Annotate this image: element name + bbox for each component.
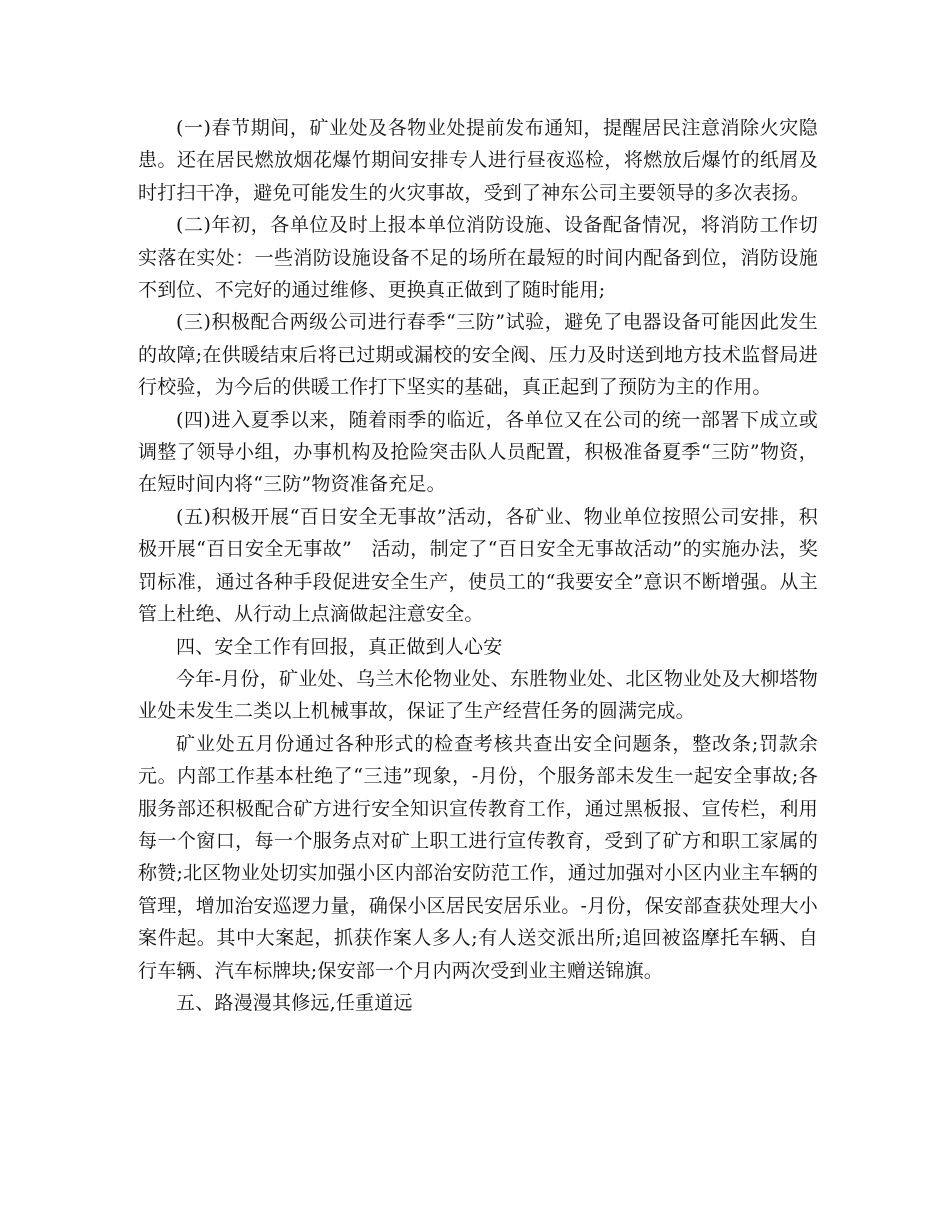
paragraph-summer: (四)进入夏季以来，随着雨季的临近，各单位又在公司的统一部署下成立或调整了领导小组，办事机构及抢险突击队人员配置，积极准备夏季“三防”物资，在短时间内将“三防”物资准备充足。 (138, 408, 818, 496)
paragraph-spring-festival: (一)春节期间，矿业处及各物业处提前发布通知，提醒居民注意消除火灾隐患。还在居民燃放烟花爆竹期间安排专人进行昼夜巡检，将燃放后爆竹的纸屑及时打扫干净，避免可能发生的火灾事故，受到了神东公司主要领导的多次表扬。 (138, 117, 818, 204)
section-heading-five: 五、路漫漫其修远,任重道远 (176, 991, 413, 1014)
paragraph-may-inspection: 矿业处五月份通过各种形式的检查考核共查出安全问题条，整改条;罚款余元。内部工作基本杜绝了“三违”现象，-月份，个服务部未发生一起安全事故;各服务部还积极配合矿方进行安全知识宣传教育工作，通过黑板报、宣传栏，利用每一个窗口，每一个服务点对矿上职工进行宣传教育，受到了矿方和职工家属的称赞;北区物业处切实加强小区内部治安防范工作，通过加强对小区内业主车辆的管理，增加治安巡逻力量，确保小区居民安居乐业。-月份，保安部查获处理大小案件起。其中大案起，抓获作案人多人;有人送交派出所;追回被盗摩托车辆、自行车辆、汽车标牌块;保安部一个月内两次受到业主赠送锦旗。 (138, 732, 818, 982)
paragraph-hundred-days: (五)积极开展“百日安全无事故”活动，各矿业、物业单位按照公司安排，积极开展“百日安全无事故” 活动，制定了“百日安全无事故活动”的实施办法，奖罚标准，通过各种手段促进安全生产，使员工的“我要安全”意识不断增强。从主管上杜绝、从行动上点滴做起注意安全。 (138, 505, 818, 626)
paragraph-this-year: 今年-月份，矿业处、乌兰木伦物业处、东胜物业处、北区物业处及大柳塔物业处未发生二类以上机械事故，保证了生产经营任务的圆满完成。 (138, 667, 818, 723)
paragraph-year-start: (二)年初，各单位及时上报本单位消防设施、设备配备情况，将消防工作切实落在实处：一些消防设施设备不足的场所在最短的时间内配备到位，消防设施不到位、不完好的通过维修、更换真正做到了随时能用; (138, 214, 818, 302)
section-heading-four: 四、安全工作有回报，真正做到人心安 (176, 635, 503, 658)
paragraph-spring-test: (三)积极配合两级公司进行春季“三防”试验，避免了电器设备可能因此发生的故障;在供暖结束后将已过期或漏校的安全阀、压力及时送到地方技术监督局进行校验，为今后的供暖工作打下坚实的基础，真正起到了预防为主的作用。 (138, 311, 818, 399)
document-body (138, 112, 818, 1019)
